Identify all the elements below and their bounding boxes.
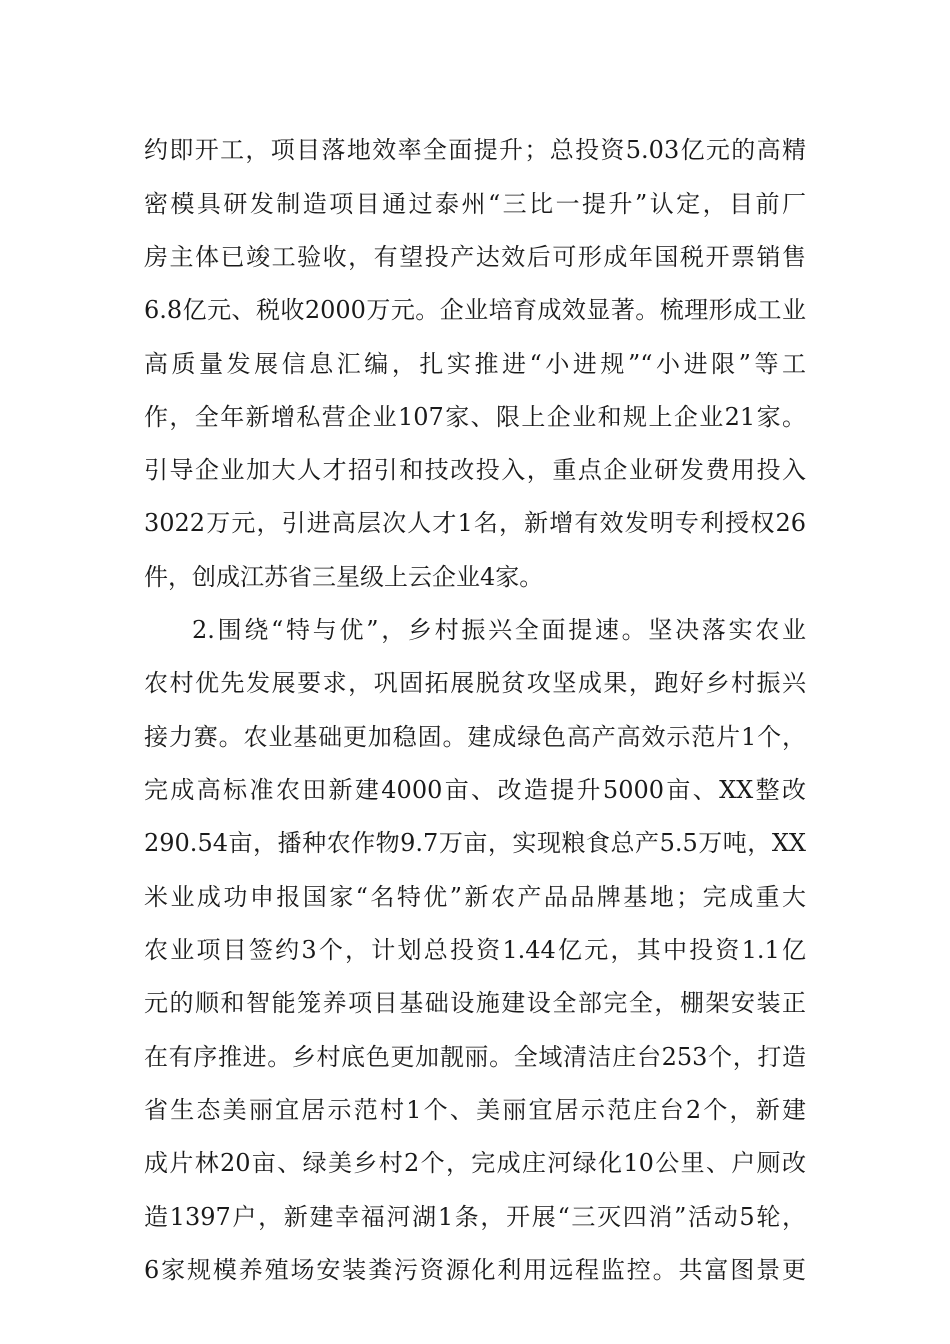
- text-line: 引导企业加大人才招引和技改投入，重点企业研发费用投入: [144, 456, 806, 484]
- text-line: 农业项目签约3个，计划总投资1.44亿元，其中投资1.1亿: [144, 936, 806, 964]
- text-line: 造1397户，新建幸福河湖1条，开展“三灭四消”活动5轮，: [144, 1203, 806, 1231]
- text-line: 6家规模养殖场安装粪污资源化利用远程监控。共富图景更: [144, 1256, 806, 1284]
- text-line: 元的顺和智能笼养项目基础设施建设全部完全，棚架安装正: [144, 989, 806, 1017]
- text-line: 约即开工，项目落地效率全面提升；总投资5.03亿元的高精: [144, 136, 806, 164]
- text-line: 在有序推进。乡村底色更加靓丽。全域清洁庄台253个，打造: [144, 1043, 806, 1071]
- text-line: 房主体已竣工验收，有望投产达效后可形成年国税开票销售: [144, 243, 806, 271]
- text-line: 米业成功申报国家“名特优”新农产品品牌基地；完成重大: [144, 883, 806, 911]
- text-line: 接力赛。农业基础更加稳固。建成绿色高产高效示范片1个，: [144, 723, 806, 751]
- text-line: 3022万元，引进高层次人才1名，新增有效发明专利授权26: [144, 509, 806, 537]
- text-line: 成片林20亩、绿美乡村2个，完成庄河绿化10公里、户厕改: [144, 1149, 806, 1177]
- text-line: 农村优先发展要求，巩固拓展脱贫攻坚成果，跑好乡村振兴: [144, 669, 806, 697]
- paragraph-heading-line: 2.围绕“特与优”，乡村振兴全面提速。坚决落实农业: [192, 616, 806, 644]
- text-line: 290.54亩，播种农作物9.7万亩，实现粮食总产5.5万吨，XX: [144, 829, 806, 857]
- text-line: 完成高标准农田新建4000亩、改造提升5000亩、XX整改: [144, 776, 806, 804]
- text-line: 省生态美丽宜居示范村1个、美丽宜居示范庄台2个，新建: [144, 1096, 806, 1124]
- text-line: 作，全年新增私营企业107家、限上企业和规上企业21家。: [144, 403, 806, 431]
- text-line: 密模具研发制造项目通过泰州“三比一提升”认定，目前厂: [144, 190, 806, 218]
- text-line: 件，创成江苏省三星级上云企业4家。: [144, 563, 544, 591]
- text-line: 6.8亿元、税收2000万元。企业培育成效显著。梳理形成工业: [144, 296, 806, 324]
- text-line: 高质量发展信息汇编，扎实推进“小进规”“小进限”等工: [144, 350, 806, 378]
